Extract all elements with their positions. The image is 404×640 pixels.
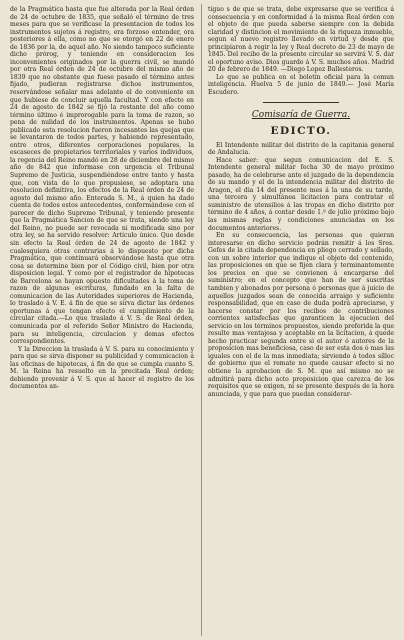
- paragraph: Hace saber: que segun comunicacion del E. S. Intendente general militar fecha 30 de mayo próximo pasado, ha de celebrarse ante el juzgado de la dependencia de su mando y el de la intendencia militar del distrito de Aragon, el dia 14 del presente mes á la una de su tarde, una tercera y simultánea licitacion para contratar el suministro de utensilios á las tropas en dicho distrito por término de 4 años, á contar desde 1.º de julio próximo bajo las mismas reglas y condiciones anunciadas en los documentos anteriores.: [208, 156, 394, 232]
- paragraph: El Intendente militar del distrito de la capitania general de Andalucia.: [208, 141, 394, 157]
- paragraph: Y la Direccion la traslada á V. S. para su conocimiento y para que se sirva disponer su publicidad y comunicacion á las oficinas de hipotecas, á fin de que se cumpla cuanto S. M. la Reina ha resuelto en la precitada Real órden; debiendo prevenir á V. S. que al hacer el registro de los documentos an-: [10, 345, 194, 391]
- section-divider: [263, 102, 339, 103]
- paragraph: tiguo s de que se trata, debe expresarse que se verifica á consecuencia y en conformidad á la misma Real órden con el objeto de que pueda saberse siempre con la debida claridad y distincion el movimiento de la riqueza inmueble, segun el nuevo registro llevado en virtud y desde que principiaron á regir la ley y Real decreto de 23 de mayo de 1845. Del recibo de la presente circular se servirá V. S. dar el oportuno aviso. Dios guarde á V. S. muchos años. Madrid 20 de febrero de 1849. —Diego Lopez Ballesteros.: [208, 6, 394, 74]
- column-divider: [201, 4, 202, 636]
- left-column: [10, 6, 194, 391]
- paragraph: En su consecuencia, las personas que quieran interesarse en dicho servicio podrán remitir á los Sres. Gefes de la citada dependencia en pliego cerrado y sellado, con un sobre interior que indique el objeto del contenido, las proposiciones en que se fijen clara y terminantemente los precios en que se convienen á encargarse del suministro; en el concepto que han de ser suscritas tambien y abonados por persona ó personas que á juicio de aquellos juzgados sean de conocida arraigo y suficiente responsabilidad, que en caso de duda podrá apreciarse, y hacerse constar por los recibos de contribuciones corrientes satisfechas que garanticen la ejecucion del servicio en los términos propuestos, siendo preferida la que resulte mas ventajosa y aceptable en la licitacion, á quede hecho practicar segunda entre si el autor ó autores de la proposicion mas beneficiosa, caso de ser esta dos ó mas las iguales con el de la mas inmediata; sirviendo á todos sílloc de gobierno que el remate no quede causar efecto si no obtiene la aprobacion de S. M. que así mismo no se admitirá para dicho acto proposicion que carezca de los requisitos que se exigen, ni se presente después de la hora anunciada, y que para que puedan considerar-: [208, 232, 394, 398]
- paragraph: Lo que se publica en el boletín oficial para la comun inteligencia. Huelva 5 de junio de 1849.— José María Escudero.: [208, 73, 394, 97]
- paragraph: de la Pragmática hasta que fue alterada por la Real órden de 24 de octubre de 1835, que señaló el término de tres meses para que se verificase la presentacion de todos los instrumentos sujetos á registro, era forzoso entender, ora posteriores á ella, cómo no que se otorgó en 22 de enero de 1836 por la, de aquel año. No siendo tampoco suficiente dicho prórog, y teniendo en consideracion los inconvenientes originados por la guerra civil, se mandó por otra Real órden de 24 de octubre del mismo año de 1839 que no obstante que fuese pasado el término antes fijado, pudieran registrarse dichos instrumentos, reservándose señalar mas adelante el de conveniente en que hubiese de concluir aquella facultad. Y con efecto en 24 de agosto de 1842 se fijó la restante del año como término último é improrogable para la toma de razon, so pena de nulidad de los instrumentos. Apenas se hubo publicado esta resolucion fueron incesantes las quejas que se levantaron de todos partes, y habiendo representado, entre otros, diferentes corporaciones populares, la escaseces de propietarios territoriales y varios individuos, la regencia del Reino mandó en 28 de diciembre del mismo año de 842 que informase con urgencia el Tribunal Supremo de Justicia, suspendiéndose entre tanto y hasta que, con vista de lo que propusiese, se adoptara una resolucion definitiva, los efectos de la Real órden de 24 de agosto del mismo año. Enterada S. M., á quien ha dado cuenta de todos estos antecedentes, conformándose con el parecer de dicho Supremo Tribunal, y teniendo presente que la Pragmática Sancion de que se trata, siendo una ley del Reino, no puede ser revocada ni modificada sino por otra ley, se ha servido resolver: Artículo único. Que desde sin efecto la Real órden de 24 de agosto de 1842 y cualesquiera otras contrarias á lo dispuesto por dicha Pragmática, que continuará observándose hasta que otra cosa se determine bien por el Código civil, bien por otra disposicion legal. Y como por el registrador de hipotecas de Barcelona se hayan opuesto dificultades á la toma de razon de algunas escrituras, fundado en la falta de comunicacion de las Autoridades superiores de Hacienda, lo traslado á V. E. á fin de que se sirva dictar las órdenes oportunas á que tengan efecto el cumplimiento de la circular citada.—Lo que traslado á V. S. de Real órden, comunicada por el referido Señor Ministro de Hacienda, para su inteligencia, circulacion y demas efectos correspondientes.: [10, 6, 194, 346]
- edicto-title: EDICTO.: [270, 124, 332, 137]
- section-title: Comisaría de Guerra.: [251, 109, 351, 120]
- right-column: [208, 6, 394, 398]
